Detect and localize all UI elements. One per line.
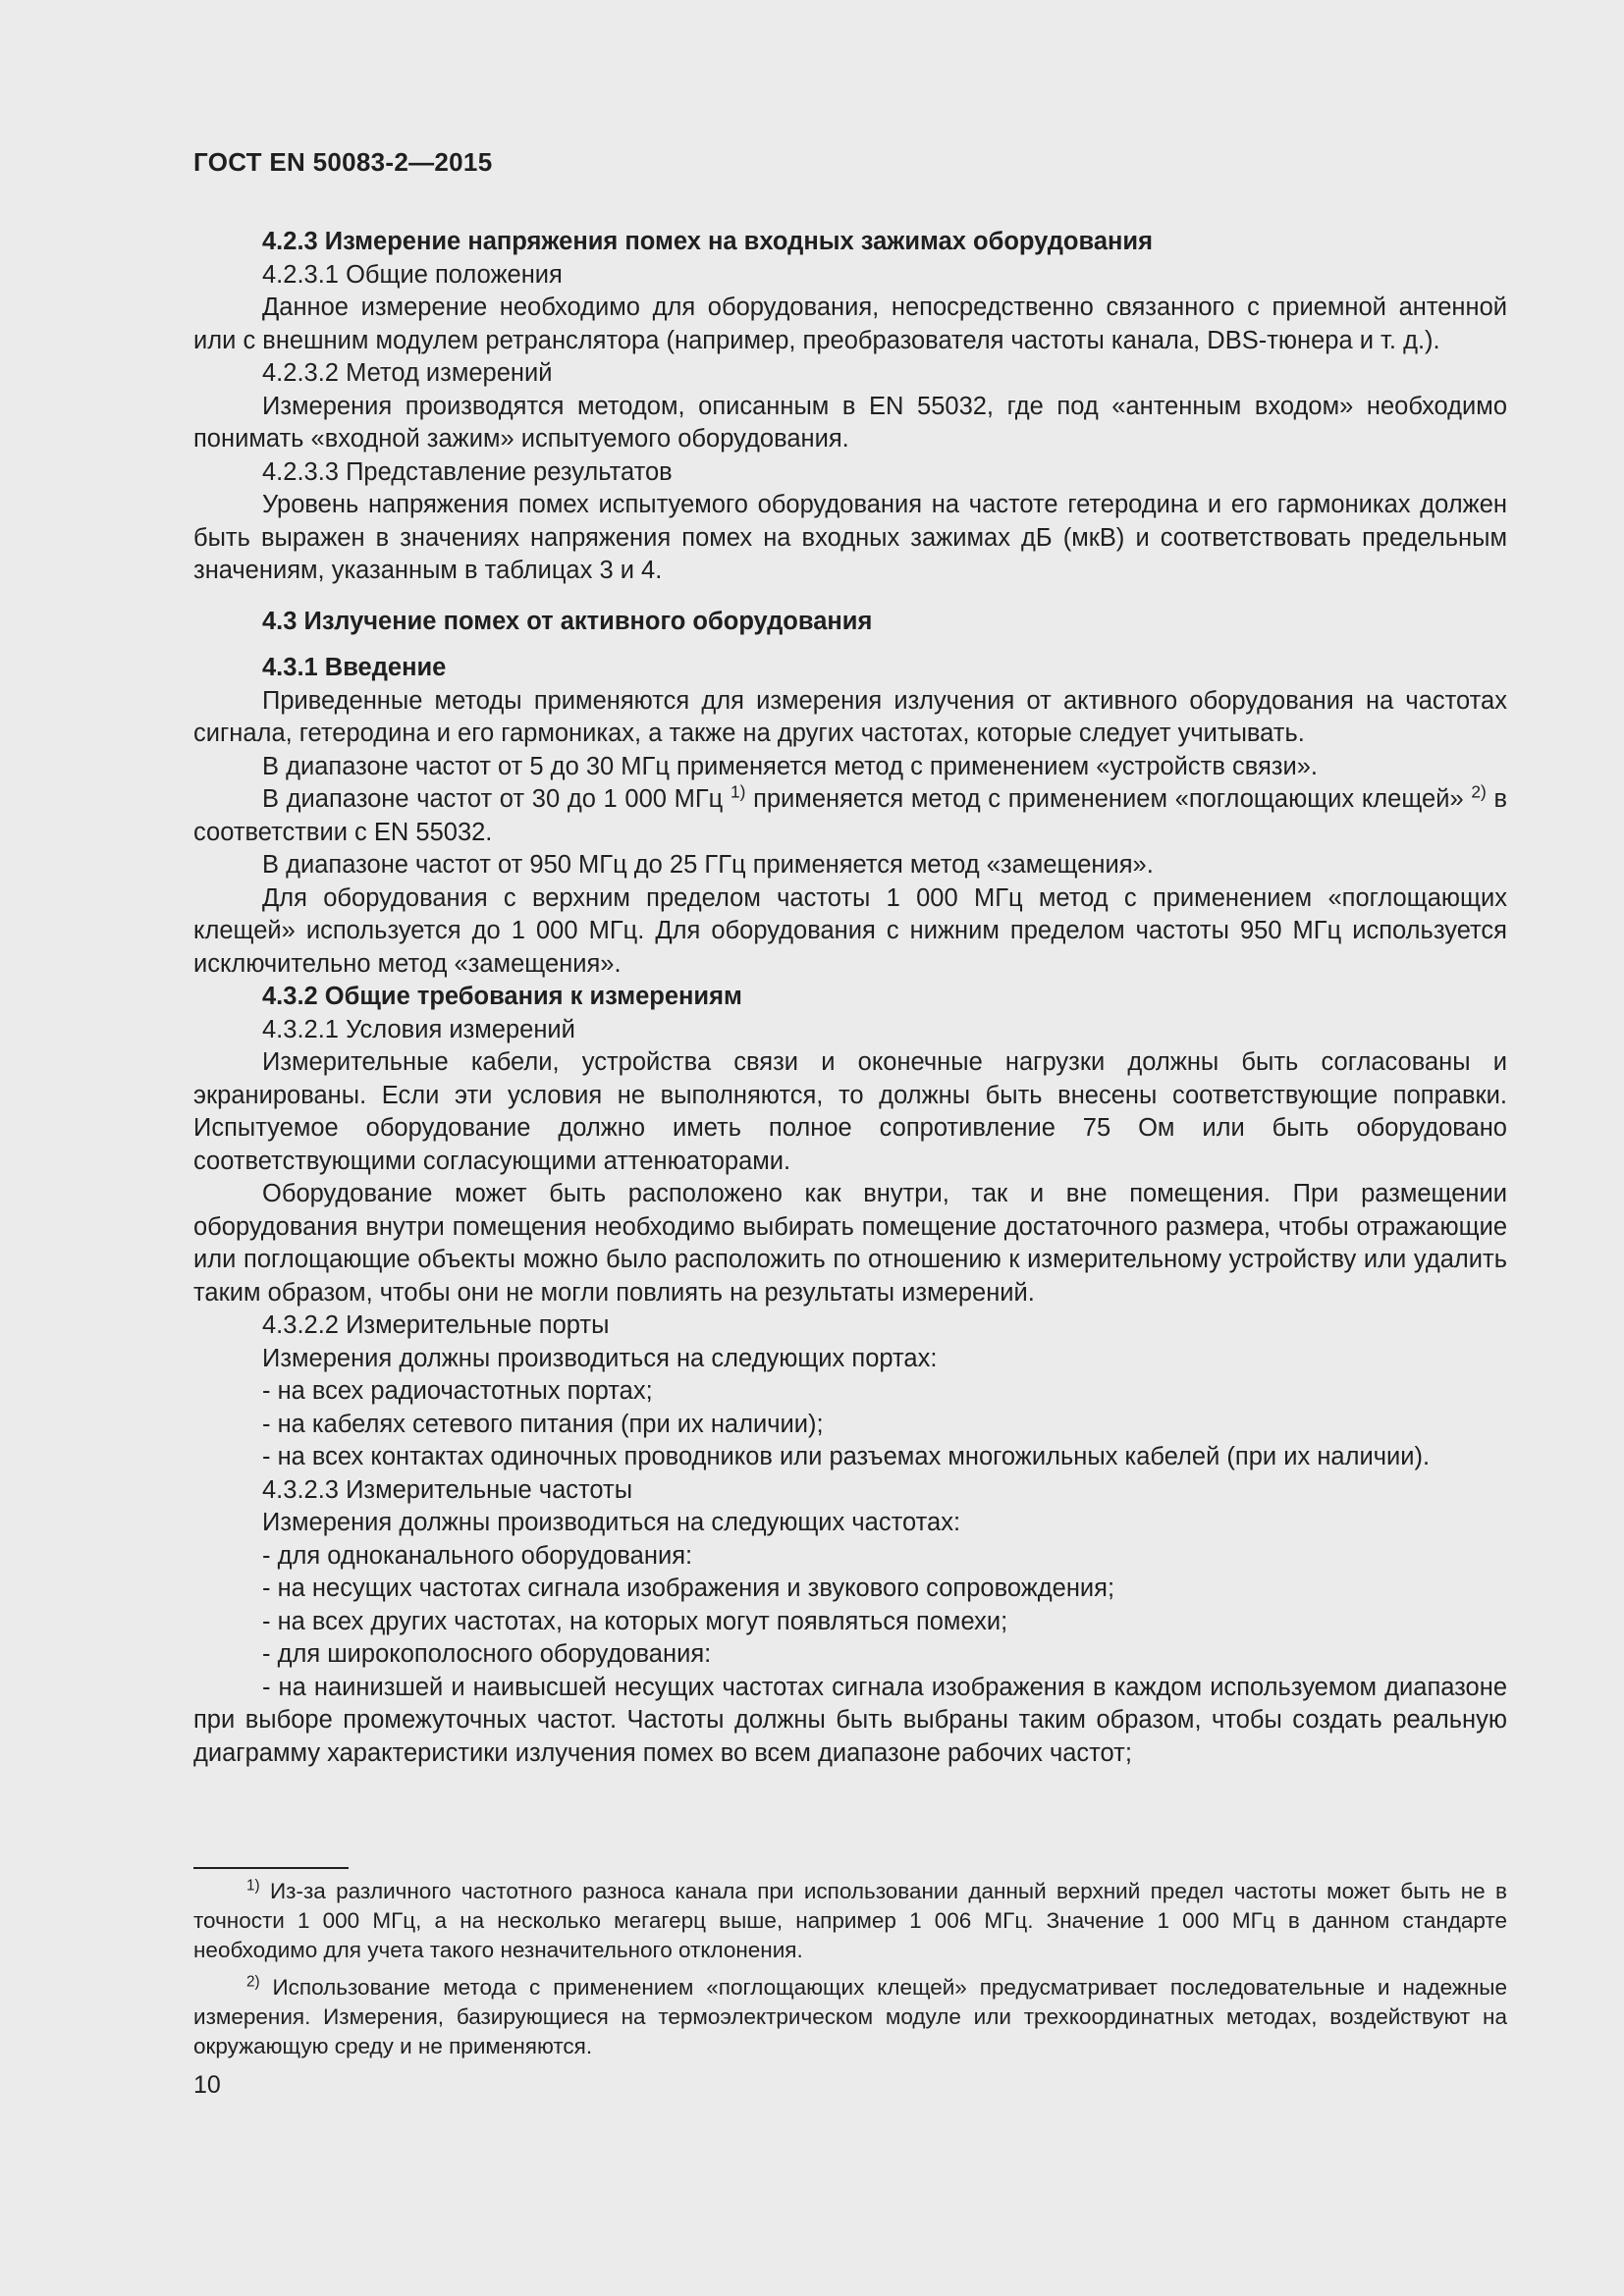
paragraph: Приведенные методы применяются для измерения излучения от активного оборудования на частотах сигнала, гетеродина и его гармониках, а также на других частотах, которые следует учитывать. — [193, 686, 1507, 747]
section-heading-4-3: 4.3 Излучение помех от активного оборудования — [262, 607, 873, 635]
list-item: - на несущих частотах сигнала изображения и звукового сопровождения; — [262, 1575, 1115, 1602]
document-body — [193, 226, 1507, 1770]
footnote-ref-1: 1) — [730, 781, 746, 802]
paragraph: Измерения производятся методом, описанным в EN 55032, где под «антенным входом» необходимо понимать «входной зажим» испытуемого оборудования. — [193, 392, 1507, 453]
paragraph: Уровень напряжения помех испытуемого оборудования на частоте гетеродина и его гармониках должен быть выражен в значениях напряжения помех на входных зажимах дБ (мкВ) и соответствовать предельным значениям, указанным в таблицах 3 и 4. — [193, 491, 1507, 584]
subsection-heading-4-2-3-2: 4.2.3.2 Метод измерений — [262, 359, 553, 387]
subsection-heading-4-3-2-3: 4.3.2.3 Измерительные частоты — [262, 1475, 633, 1504]
list-item: - на наинизшей и наивысшей несущих частотах сигнала изображения в каждом используемом диапазоне при выборе промежуточных частот. Частоты должны быть выбраны таким образом, чтобы создать реальную диаграмму характеристики излучения помех во всем диапазоне рабочих частот; — [193, 1673, 1507, 1767]
section-heading-4-2-3: 4.2.3 Измерение напряжения помех на входных зажимах оборудования — [262, 228, 1153, 255]
footnote-2 — [193, 1973, 1507, 2061]
footnote-text: Использование метода с применением «поглощающих клещей» предусматривает последовательные и надежные измерения. Измерения, базирующиеся на термоэлектрическом модуле или трехкоординатных методах, воздействуют на окружающую среду и не применяются. — [193, 1975, 1507, 2058]
paragraph: Измерительные кабели, устройства связи и оконечные нагрузки должны быть согласованы и экранированы. Если эти условия не выполняются, то должны быть внесены соответствующие поправки. Испытуемое оборудование должно иметь полное сопротивление 75 Ом или быть оборудовано соответствующими согласующими аттенюаторами. — [193, 1048, 1507, 1175]
footnote-text: Из-за различного частотного разноса канала при использовании данный верхний предел частоты может быть не в точности 1 000 МГц, а на несколько мегагерц выше, например 1 006 МГц. Значение 1 000 МГц в данном стандарте необходимо для учета такого незначительного отклонения. — [193, 1879, 1507, 1962]
footnote-separator — [193, 1867, 349, 1869]
text-run: в соответствии с EN 55032. — [193, 785, 1507, 846]
paragraph: В диапазоне частот от 950 МГц до 25 ГГц применяется метод «замещения». — [262, 851, 1154, 879]
page-number: 10 — [193, 2071, 221, 2099]
section-heading-4-3-1: 4.3.1 Введение — [262, 654, 447, 681]
subsection-heading-4-3-2-2: 4.3.2.2 Измерительные порты — [262, 1311, 610, 1339]
list-item: - для одноканального оборудования: — [262, 1541, 693, 1570]
paragraph: Измерения должны производиться на следующих портах: — [262, 1344, 938, 1372]
list-item: - на кабелях сетевого питания (при их наличии); — [262, 1410, 824, 1438]
list-item: - на всех других частотах, на которых могут появляться помехи; — [262, 1607, 1008, 1635]
text-run: В диапазоне частот от 30 до 1 000 МГц — [262, 785, 724, 813]
document-page — [193, 0, 1507, 2296]
text-run: применяется метод с применением «поглощающих клещей» — [745, 785, 1464, 813]
subsection-heading-4-2-3-1: 4.2.3.1 Общие положения — [262, 260, 563, 289]
subsection-heading-4-3-2-1: 4.3.2.1 Условия измерений — [262, 1015, 575, 1043]
subsection-heading-4-2-3-3: 4.2.3.3 Представление результатов — [262, 457, 673, 486]
section-heading-4-3-2: 4.3.2 Общие требования к измерениям — [262, 983, 742, 1010]
footnote-marker-1: 1) — [246, 1877, 260, 1895]
footnote-ref-2: 2) — [1471, 781, 1487, 802]
paragraph: В диапазоне частот от 5 до 30 МГц применяется метод с применением «устройств связи». — [262, 752, 1319, 780]
paragraph-with-footnote-refs — [193, 783, 1507, 849]
list-item: - на всех радиочастотных портах; — [262, 1377, 653, 1405]
footnote-1 — [193, 1877, 1507, 1965]
footnote-marker-2: 2) — [246, 1973, 260, 1991]
list-item: - на всех контактах одиночных проводников или разъемах многожильных кабелей (при их наличии). — [262, 1443, 1431, 1470]
standard-designation: ГОСТ EN 50083-2—2015 — [193, 147, 493, 177]
footnotes — [193, 1867, 1507, 2061]
list-item: - для широкополосного оборудования: — [262, 1640, 712, 1668]
paragraph: Оборудование может быть расположено как внутри, так и вне помещения. При размещении оборудования внутри помещения необходимо выбирать помещение достаточного размера, чтобы отражающие или поглощающие объекты можно было расположить по отношению к измерительному устройству или удалить таким образом, чтобы они не могли повлиять на результаты измерений. — [193, 1180, 1507, 1307]
paragraph: Для оборудования с верхним пределом частоты 1 000 МГц метод с применением «поглощающих клещей» используется до 1 000 МГц. Для оборудования с нижним пределом частоты 950 МГц используется исключительно метод «замещения». — [193, 883, 1507, 978]
paragraph: Измерения должны производиться на следующих частотах: — [262, 1509, 961, 1536]
paragraph: Данное измерение необходимо для оборудования, непосредственно связанного с приемной антенной или с внешним модулем ретранслятора (например, преобразователя частоты канала, DBS-тюнера и т. д.). — [193, 294, 1507, 354]
